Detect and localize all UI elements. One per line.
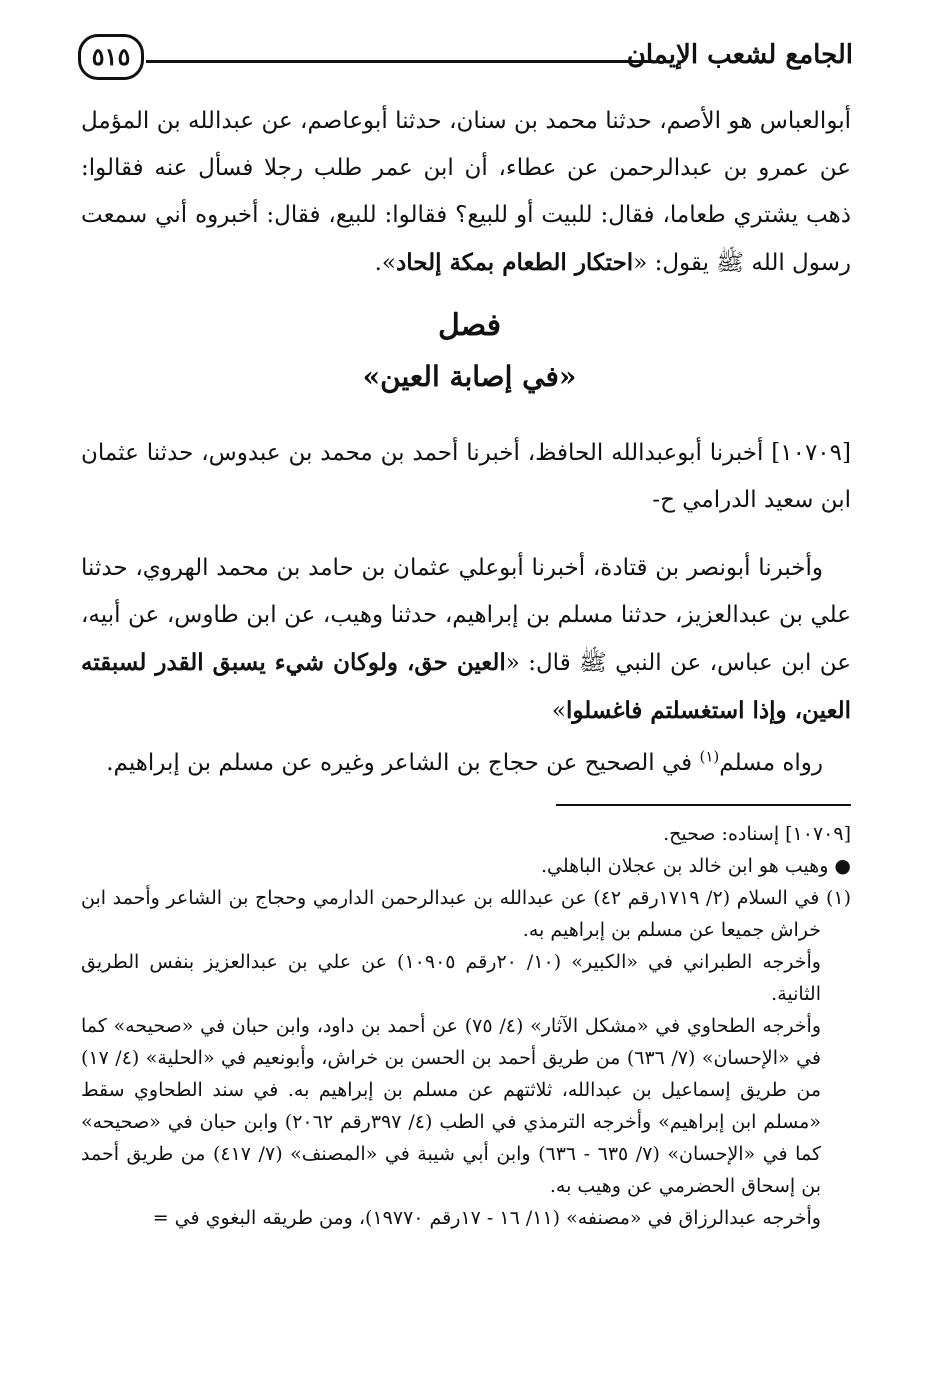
- footnote-bullet: ● وهيب هو ابن خالد بن عجلان الباهلي.: [540, 855, 851, 877]
- paragraph-narration: [81, 98, 851, 287]
- paragraph-hadith-number: [١٠٧٠٩] أخبرنا أبوعبدالله الحافظ، أخبرنا أحمد بن محمد بن عبدوس، حدثنا عثمان ابن سعيد الدرامي ح-: [81, 440, 851, 513]
- footnote-tahawi: وأخرجه الطحاوي في «مشكل الآثار» (٤/ ٧٥) عن أحمد بن داود، وابن حبان في «صحيحه» كما في «الإحسان» (٧/ ٦٣٦) من طريق أحمد بن الحسن بن خراش، وأبونعيم في «الحلية» (٤/ ١٧) من طريق إسماعيل بن عبدالله، ثلاثتهم عن مسلم بن إبراهيم به. في سند الطحاوي سقط «مسلم ابن إبراهيم» وأخرجه الترمذي في الطب (٤/ ٣٩٧رقم ٢٠٦٢) وابن حبان في «صحيحه» كما في «الإحسان» (٧/ ٦٣٥ - ٦٣٦) وابن أبي شيبة في «المصنف» (٧/ ٤١٧) من طريق أحمد بن إسحاق الحضرمي عن وهيب به.: [81, 1015, 821, 1197]
- paragraph-source: [81, 740, 851, 787]
- running-title: الجامع لشعب الإيمان: [626, 40, 853, 70]
- quote-close: ».: [374, 250, 396, 276]
- footnote-tabarani: وأخرجه الطبراني في «الكبير» (١٠/ ٢٠رقم ١٠٩٠٥) عن علي بن عبدالعزيز بنفس الطريق الثانية.: [81, 951, 821, 1005]
- quote-close: »: [551, 698, 566, 724]
- footnote-isnad: [81, 818, 851, 850]
- page-number: ٥١٥: [78, 34, 144, 80]
- footnote-ref: (١): [699, 747, 720, 766]
- footnote-separator: [556, 804, 851, 806]
- hadith-quote: العين حق، ولوكان شيء يسبق القدر لسبقته العين، وإذا استغسلتم فاغسلوا: [81, 649, 851, 724]
- source-after: في الصحيح عن حجاج بن الشاعر وغيره عن مسلم بن إبراهيم.: [106, 750, 700, 776]
- paragraph-chain: [81, 545, 851, 735]
- footnote-1: (١) في السلام (٢/ ١٧١٩رقم ٤٢) عن عبدالله بن عبدالرحمن الدارمي وحجاج بن الشاعر وأحمد ابن خراش جميعا عن مسلم بن إبراهيم به.: [81, 887, 851, 941]
- header-rule: [146, 60, 653, 63]
- footnote-abdurrazzaq: وأخرجه عبدالرزاق في «مصنفه» (١١/ ١٦ - ١٧رقم ١٩٧٧٠)، ومن طريقه البغوي في =: [152, 1207, 821, 1229]
- source-before: رواه مسلم: [719, 750, 823, 776]
- narration-text: أبوالعباس هو الأصم، حدثنا محمد بن سنان، حدثنا أبوعاصم، عن عبدالله بن المؤمل عن عمرو بن عبدالرحمن عن عطاء، أن ابن عمر طلب رجلا فسأل عنه فقالوا: ذهب يشتري طعاما، فقال: للبيت أو للبيع؟ فقالوا: للبيع، فقال: أخبروه أني سمعت رسول الله ﷺ يقول: «: [81, 108, 851, 276]
- footnotes: [81, 818, 851, 1234]
- footnote-label: [١٠٧٠٩] إسناده:: [715, 823, 851, 845]
- page-header: [78, 30, 853, 90]
- footnote-grade: صحيح.: [663, 823, 716, 845]
- hadith-quote: احتكار الطعام بمكة إلحاد: [395, 249, 634, 276]
- section-subtitle: «في إصابة العين»: [362, 360, 577, 393]
- section-title: فصل: [437, 308, 502, 343]
- chain-text: وأخبرنا أبونصر بن قتادة، أخبرنا أبوعلي عثمان بن حامد بن محمد الهروي، حدثنا علي بن عبدالعزيز، حدثنا مسلم بن إبراهيم، حدثنا وهيب، عن ابن طاوس، عن أبيه، عن ابن عباس، عن النبي ﷺ قال: «: [81, 555, 851, 676]
